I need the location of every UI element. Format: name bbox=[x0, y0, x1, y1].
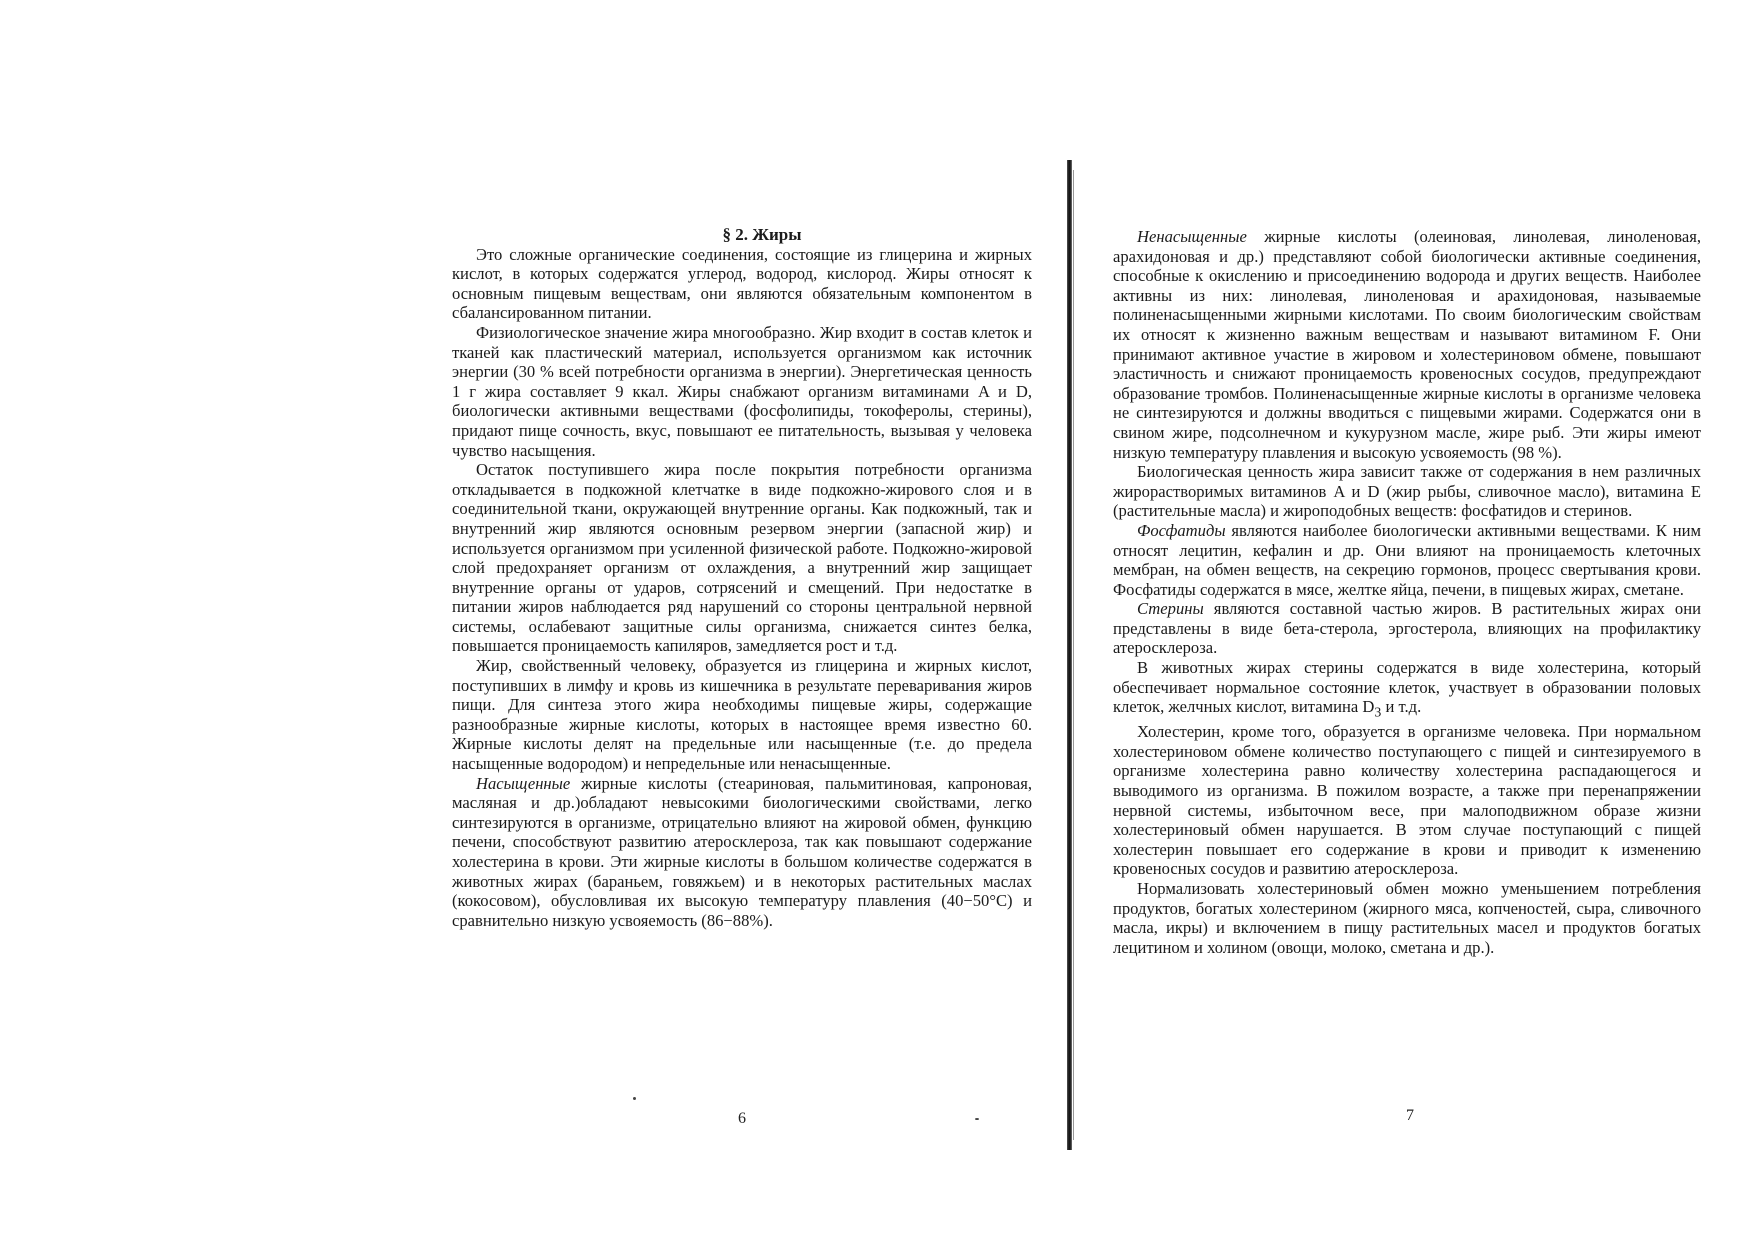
section-heading: § 2. Жиры bbox=[722, 225, 802, 244]
subscript: 3 bbox=[1374, 704, 1382, 720]
paragraph: Нормализовать холестериновый обмен можно уменьшением потребления продуктов, богатых холестерином (жирного мяса, копченостей, сыра, сливочного масла, икры) и включением в пищу растительных масел и продуктов богатых лецитином и холином (овощи, молоко, сметана и др.). bbox=[1113, 878, 1701, 957]
italic-term: Насыщенные bbox=[476, 773, 571, 793]
paragraph-text: В животных жирах стерины содержатся в виде холестерина, который обеспечивает нормальное состояние клеток, участвует в образовании половых клеток, желчных кислот, витамина D bbox=[1113, 658, 1701, 717]
italic-term: Фосфатиды bbox=[1137, 520, 1226, 540]
scan-speck bbox=[633, 1097, 636, 1100]
page-number-right: 7 bbox=[1406, 1107, 1414, 1124]
paragraph: Это сложные органические соединения, состоящие из глицерина и жирных кислот, в которых содержатся углерод, водород, кислород. Жиры относят к основным пищевым веществам, они являются обязательным компонентом в сбалансированном питании. bbox=[452, 244, 1032, 323]
book-spine bbox=[1067, 160, 1072, 1150]
paragraph-text: жирные кислоты (стеариновая, пальмитиновая, капроновая, масляная и др.)обладают невысокими биологическими свойствами, легко синтезируются в организме, отрицательно влияют на жировой обмен, функцию печени, способствуют развитию атеросклероза, так как повышают содержание холестерина в крови. Эти жирные кислоты в большом количестве содержатся в животных жирах (бараньем, говяжьем) и в некоторых растительных маслах (кокосовом), обусловливая их высокую температуру плавления (40−50°С) и сравнительно низкую усвояемость (86−88%). bbox=[452, 773, 1032, 930]
paragraph: Жир, свойственный человеку, образуется из глицерина и жирных кислот, поступивших в лимфу и кровь из кишечника в результате переваривания жиров пищи. Для синтеза этого жира необходимы пищевые жиры, содержащие разнообразные жирные кислоты, которых в настоящее время известно 60. Жирные кислоты делят на предельные или насыщенные (т.е. до предела насыщенные водородом) и непредельные или ненасыщенные. bbox=[452, 656, 1032, 774]
paragraph-text: жирные кислоты (олеиновая, линолевая, линоленовая, арахидоновая и др.) представляют собой биологически активные соединения, способные к окислению и присоединению водорода и других веществ. Наиболее активны из них: линолевая, линоленовая и арахидоновая, называемые полиненасыщенными жирными кислотами. По своим биологическим свойствам их относят к жизненно важным веществам и называют витамином F. Они принимают активное участие в жировом и холестериновом обмене, повышают эластичность и снижают проницаемость кровеносных сосудов, предупреждают образование тромбов. Полиненасыщенные жирные кислоты в организме человека не синтезируются и должны вводиться с пищевыми жирами. Содержатся они в свином жире, подсолнечном и кукурузном масле, жире рыб. Эти жиры имеют низкую температуру плавления и высокую усвояемость (98 %). bbox=[1113, 227, 1701, 462]
book-spine-edge bbox=[1073, 170, 1074, 1140]
paragraph: Остаток поступившего жира после покрытия потребности организма откладывается в подкожной клетчатке в виде подкожно-жирового слоя и в соединительной ткани, окружающей внутренние органы. Как подкожный, так и внутренний жир являются основным резервом энергии (запасной жир) и используется организмом при усиленной физической работе. Подкожно-жировой слой предохраняет организм от охлаждения, а внутренний жир защищает внутренние органы от ударов, сотрясений и смещений. При недостатке в питании жиров наблюдается ряд нарушений со стороны центральной нервной системы, ослабевают защитные силы организма, снижается синтез белка, повышается проницаемость капиляров, замедляется рост и т.д. bbox=[452, 460, 1032, 656]
italic-term: Стерины bbox=[1137, 599, 1204, 619]
italic-term: Ненасыщенные bbox=[1137, 227, 1247, 246]
paragraph bbox=[1113, 599, 1701, 658]
paragraph: Физиологическое значение жира многообразно. Жир входит в состав клеток и тканей как пластический материал, используется организмом как источник энергии (30 % всей потребности организма в энергии). Энергетическая ценность 1 г жира составляет 9 ккал. Жиры снабжают организм витаминами A и D, биологически активными веществами (фосфолипиды, токоферолы, стерины), придают пище сочность, вкус, повышают ее питательность, вызывая у человека чувство насыщения. bbox=[452, 322, 1032, 460]
paragraph bbox=[452, 774, 1032, 931]
right-page bbox=[1113, 227, 1701, 957]
paragraph: Биологическая ценность жира зависит также от содержания в нем различных жирорастворимых витаминов A и D (жир рыбы, сливочное масло), витамина E (растительные масла) и жироподобных веществ: фосфатидов и стеринов. bbox=[1113, 462, 1701, 521]
paragraph-text: являются составной частью жиров. В растительных жирах они представлены в виде бета-стерола, эргостерола, влияющих на профилактику атеросклероза. bbox=[1113, 599, 1701, 658]
page-number-left: 6 bbox=[738, 1110, 746, 1127]
paragraph-text: и т.д. bbox=[1381, 697, 1422, 717]
left-page bbox=[452, 225, 1032, 930]
paragraph bbox=[1113, 658, 1701, 722]
paragraph bbox=[1113, 227, 1701, 462]
paragraph bbox=[1113, 521, 1701, 599]
paragraph-text: являются наиболее биологически активными веществами. К ним относят лецитин, кефалин и др. Они влияют на проницаемость клеточных мембран, на обмен веществ, на секрецию гормонов, процесс свертывания крови. Фосфатиды содержатся в мясе, желтке яйца, печени, в пищевых жирах, сметане. bbox=[1113, 520, 1701, 599]
paragraph: Холестерин, кроме того, образуется в организме человека. При нормальном холестериновом обмене количество поступающего с пищей и синтезируемого в организме холестерина равно количеству холестерина распадающегося и выводимого из организма. В пожилом возрасте, а также при перенапряжении нервной системы, избыточном весе, при малоподвижном образе жизни холестериновый обмен нарушается. В этом случае поступающий с пищей холестерин повышает его содержание в крови и приводит к изменению кровеносных сосудов и развитию атеросклероза. bbox=[1113, 722, 1701, 879]
scan-speck bbox=[975, 1118, 979, 1120]
